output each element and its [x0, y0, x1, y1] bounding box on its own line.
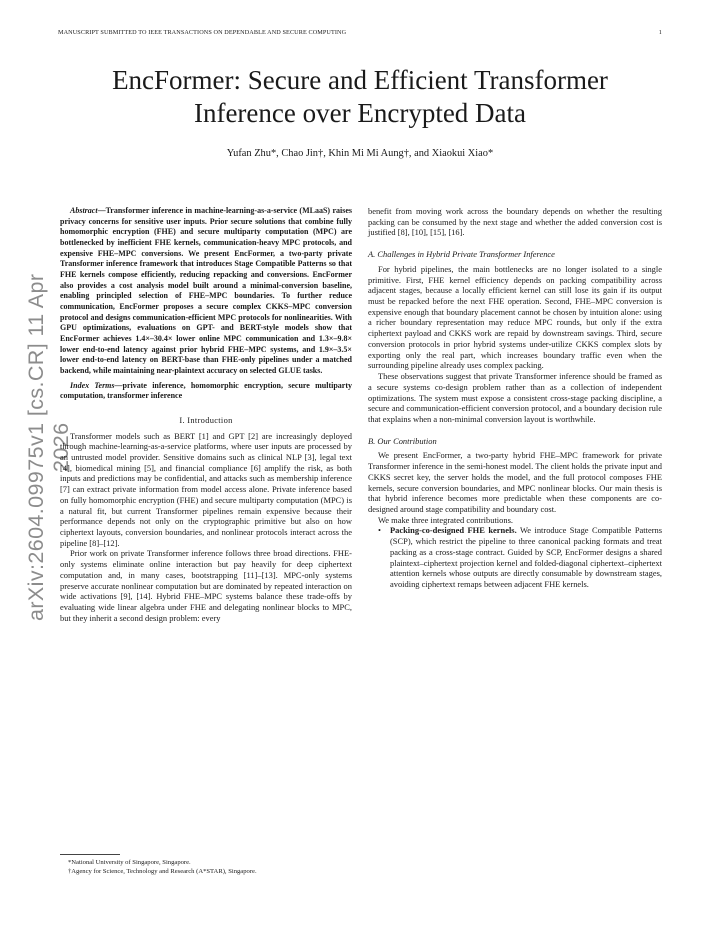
paper-title	[60, 64, 660, 130]
subsection-heading-challenges: A. Challenges in Hybrid Private Transformer Inference	[368, 249, 555, 260]
footnotes	[60, 854, 352, 877]
footnote-affiliation-1: *National University of Singapore, Singapore.	[68, 859, 191, 866]
footnote-rule	[60, 854, 120, 855]
subsection-heading-contribution: B. Our Contribution	[368, 435, 437, 446]
intro-paragraph-2: Prior work on private Transformer inference follows three broad directions. FHE-only systems eliminate online interaction but pay heavily for deep ciphertext computation and, in many cases, bootstrapping [11]–[13]. MPC-only systems preserve accurate nonlinear computation but are dominated by repeated interaction on wide activations [9], [14]. Hybrid FHE–MPC systems balance these trade-offs by evaluating wide linear algebra under FHE and delegating nonlinear blocks to MPC, but they inherit a second design problem: every	[60, 548, 352, 623]
running-head	[58, 29, 662, 36]
left-column	[60, 206, 352, 623]
footnote-affiliation-2: †Agency for Science, Technology and Research (A*STAR), Singapore.	[68, 868, 257, 876]
contribution-list	[368, 525, 662, 589]
intro-paragraph-2-continued: benefit from moving work across the boundary depends on whether the resulting packing can be consumed by the next stage and whether the added conversion cost is justified [8], [10], [15], [16].	[368, 206, 662, 238]
section-heading-introduction: I. Introduction	[179, 414, 233, 425]
contribution-1-text: We introduce Stage Compatible Patterns (SCP), which restrict the pipeline to three canonical packing formats and treat packing as a cross-stage contract. Guided by SCP, EncFormer designs a shared plaintext–ciphertext projection kernel and folded-diagonal ciphertext–ciphertext attention kernels whose outputs are directly consumable by downstream stages, avoiding ciphertext remaps between adjacent FHE kernels.	[390, 525, 663, 589]
challenges-paragraph-2: These observations suggest that private Transformer inference should be framed as a secure systems co-design problem rather than as a collection of independent optimizations. The system must expose a consistent cross-stage packing discipline, a secure and communication-efficient conversion protocol, and a boundary decision rule that explains when a non-minimal conversion layout is worthwhile.	[368, 371, 662, 424]
abstract-text: —Transformer inference in machine-learning-as-a-service (MLaaS) raises privacy concerns for sensitive user inputs. Prior secure solutions that combine fully homomorphic encryption (FHE) and secure multiparty computation (MPC) are bottlenecked by inefficient FHE kernels, communication-heavy MPC protocols, and expensive FHE–MPC conversions. We present EncFormer, a two-party private Transformer inference framework that introduces Stage Compatible Patterns so that FHE kernels compose efficiently, reducing repacking and conversions. EncFormer also provides a cost analysis model built around a minimal-conversion baseline, enabling principled selection of FHE–MPC boundaries. To further reduce communication, EncFormer proposes a secure complex CKKS–MPC conversion protocol and designs communication-efficient MPC protocols for nonlinearities. With GPU optimizations, evaluations on GPT- and BERT-style models show that EncFormer achieves 1.4×–30.4× lower online MPC communication and 1.3×–9.8× lower end-to-end latency against prior hybrid FHE–MPC systems, and 1.9×–3.5× lower end-to-end latency on BERT-base than FHE-only pipelines under a matched backend, while maintaining near-plaintext accuracy on selected GLUE tasks.	[60, 206, 352, 375]
title-line-1: EncFormer: Secure and Efficient Transformer	[112, 65, 608, 95]
abstract	[60, 206, 352, 377]
bullet-icon: •	[378, 525, 381, 536]
right-column	[368, 206, 662, 590]
arxiv-stamp: arXiv:2604.09975v1 [cs.CR] 11 Apr 2026	[24, 273, 73, 622]
index-terms-text: —private inference, homomorphic encryption, secure multiparty computation, transformer inference	[60, 380, 352, 401]
index-terms	[60, 381, 352, 402]
author-list: Yufan Zhu*, Chao Jin†, Khin Mi Mi Aung†, and Xiaokui Xiao*	[226, 148, 494, 159]
list-item	[378, 525, 663, 589]
page-number: 1	[658, 29, 662, 36]
index-terms-label: Index Terms	[70, 380, 115, 390]
contribution-paragraph-2: We make three integrated contributions.	[378, 514, 513, 525]
contribution-1-title: Packing-co-designed FHE kernels.	[390, 525, 517, 536]
abstract-label: Abstract	[70, 206, 98, 215]
title-line-2: Inference over Encrypted Data	[193, 98, 527, 128]
intro-paragraph-1: Transformer models such as BERT [1] and GPT [2] are increasingly deployed through machine-learning-as-a-service platforms, where user inputs are processed by an untrusted model provider. Sensitive domains such as clinical NLP [3], legal text [4], biomedical mining [5], and financial compliance [6] amplify the risk, as both inputs and predictions may be confidential, and attacks such as membership inference [7] can extract private information from model access alone. Private inference based on fully homomorphic encryption (FHE) and secure multiparty computation (MPC) is a natural fit, but current Transformer pipelines remain expensive because their performance depends not only on the cryptographic primitive but also on how ciphertext layouts, conversion boundaries, and nonlinear protocols interact across the pipeline [8]–[12].	[60, 430, 352, 548]
challenges-paragraph-1: For hybrid pipelines, the main bottlenecks are no longer isolated to a single primitive. First, FHE kernel efficiency depends on packing compatibility across adjacent stages, because a locally efficient kernel can still lose its gain if its output must be repacked before the next FHE operation. Second, FHE–MPC conversion is expensive enough that boundary placement cannot be chosen by intuition alone: using a richer boundary representation may reduce MPC rounds, but only if the extra ciphertext payload and CKKS work are repaid by downstream savings. Third, secure conversion protocols in prior hybrid systems under-utilize CKKS complex slots by exporting only the real part, which increases boundary traffic even when the surrounding pipeline already uses complex packing.	[368, 263, 662, 371]
contribution-paragraph-1: We present EncFormer, a two-party hybrid FHE–MPC framework for private Transformer inference in the semi-honest model. The client holds the private input and CKKS secret key, the server holds the model, and the full protocol composes FHE kernels, secure conversion boundaries, and MPC nonlinear blocks. Our main thesis is that hybrid inference becomes more predictable when these components are co-designed around stage compatibility and boundary cost.	[368, 450, 662, 514]
running-head-text: MANUSCRIPT SUBMITTED TO IEEE TRANSACTIONS ON DEPENDABLE AND SECURE COMPUTING	[58, 29, 347, 36]
